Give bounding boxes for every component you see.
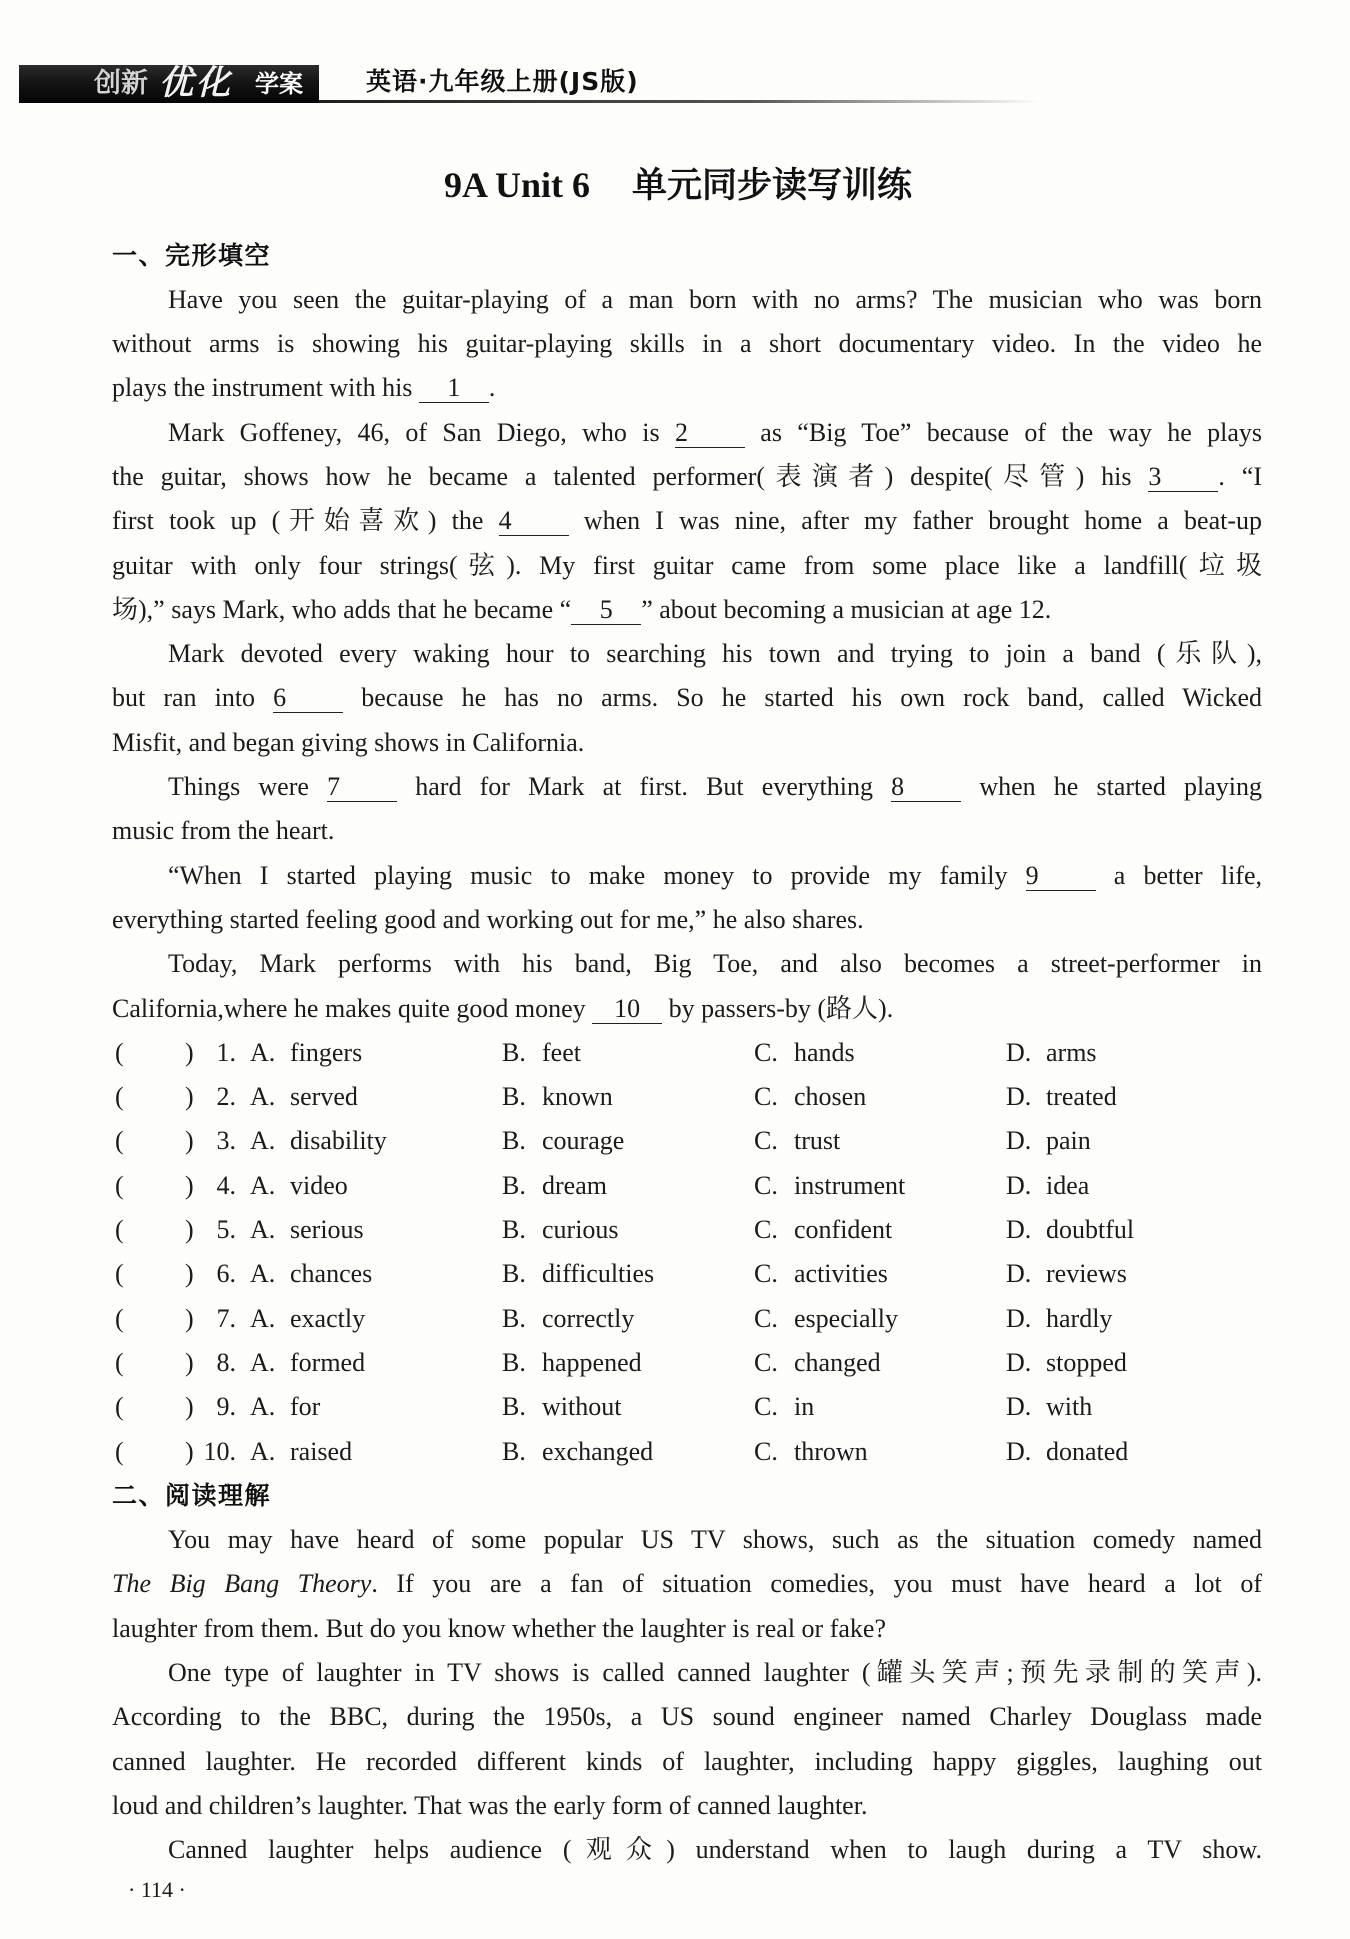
answer-blank: 9: [1026, 862, 1096, 891]
brand-text-2: 优化: [159, 65, 233, 103]
option-letter: C.: [754, 1392, 778, 1422]
option-text: feet: [542, 1037, 581, 1067]
option-text: chosen: [794, 1082, 867, 1112]
option-c: [754, 1252, 888, 1296]
option-text: serious: [290, 1215, 364, 1245]
option-text: formed: [290, 1347, 366, 1377]
option-text: thrown: [794, 1436, 868, 1466]
option-letter: A.: [250, 1436, 276, 1466]
text-segment: According to the BBC, during the 1950s, a US sound engineer named Charley Douglass made: [112, 1702, 1262, 1732]
text-line: [112, 1651, 1262, 1695]
answer-bracket-open: (: [115, 1170, 124, 1200]
option-letter: A.: [250, 1392, 276, 1422]
answer-bracket-open: (: [115, 1259, 124, 1289]
option-letter: C.: [754, 1303, 778, 1333]
brand-text-1: 创新: [94, 68, 148, 99]
question-row: [112, 1252, 1262, 1296]
text-line: [112, 676, 1262, 720]
question-number: 2.: [216, 1082, 236, 1112]
option-letter: B.: [502, 1082, 526, 1112]
text-segment: laughter from them. But do you know whether the laughter is real or fake?: [112, 1613, 886, 1643]
option-d: [1006, 1119, 1091, 1163]
answer-bracket-open: (: [115, 1037, 124, 1067]
question-number: 10.: [203, 1436, 236, 1466]
text-segment: everything started feeling good and working out for me,” he also shares.: [112, 904, 864, 934]
option-a: [250, 1075, 358, 1119]
option-letter: B.: [502, 1436, 526, 1466]
option-b: [502, 1341, 642, 1385]
italic-title: The Big Bang Theory: [112, 1569, 372, 1599]
text-segment: the guitar, shows how he became a talented performer(表演者) despite(尽管) his: [112, 461, 1149, 491]
text-line: [112, 721, 1262, 765]
option-text: dream: [542, 1170, 607, 1200]
answer-bracket-open: (: [115, 1215, 124, 1245]
option-letter: D.: [1006, 1436, 1032, 1466]
option-letter: D.: [1006, 1259, 1032, 1289]
paragraph: [112, 632, 1262, 765]
text-line: [112, 854, 1262, 898]
option-text: correctly: [542, 1303, 635, 1333]
option-letter: B.: [502, 1126, 526, 1156]
option-b: [502, 1031, 581, 1075]
option-text: donated: [1046, 1436, 1129, 1466]
question-row: [112, 1164, 1262, 1208]
option-letter: C.: [754, 1215, 778, 1245]
option-text: happened: [542, 1347, 642, 1377]
answer-blank: 3: [1148, 463, 1218, 492]
option-text: pain: [1046, 1126, 1091, 1156]
option-letter: C.: [754, 1436, 778, 1466]
text-line: [112, 1828, 1262, 1872]
question-row: [112, 1119, 1262, 1163]
option-text: arms: [1046, 1037, 1097, 1067]
option-b: [502, 1119, 624, 1163]
option-text: changed: [794, 1347, 881, 1377]
option-letter: D.: [1006, 1126, 1032, 1156]
option-text: activities: [794, 1259, 888, 1289]
option-a: [250, 1430, 352, 1474]
option-letter: C.: [754, 1082, 778, 1112]
text-line: [112, 809, 1262, 853]
question-number: 6.: [216, 1259, 236, 1289]
option-text: without: [542, 1392, 622, 1422]
text-line: [112, 278, 1262, 322]
option-letter: C.: [754, 1259, 778, 1289]
option-letter: B.: [502, 1259, 526, 1289]
text-segment: .: [488, 373, 496, 403]
option-text: reviews: [1046, 1259, 1127, 1289]
unit-subtitle: 单元同步读写训练: [632, 166, 913, 206]
text-segment: music from the heart.: [112, 816, 335, 846]
option-text: treated: [1046, 1082, 1117, 1112]
option-d: [1006, 1031, 1097, 1075]
paragraph: [112, 411, 1262, 632]
option-a: [250, 1164, 348, 1208]
option-letter: A.: [250, 1082, 276, 1112]
option-b: [502, 1164, 607, 1208]
option-letter: A.: [250, 1170, 276, 1200]
text-line: [112, 765, 1262, 809]
text-line: [112, 942, 1262, 986]
answer-blank: 2: [675, 419, 745, 448]
text-segment: without arms is showing his guitar-playing skills in a short documentary video. In the video he: [112, 329, 1262, 359]
option-text: doubtful: [1046, 1215, 1135, 1245]
answer-bracket-open: (: [115, 1082, 124, 1112]
answer-bracket-open: (: [115, 1436, 124, 1466]
text-line: [112, 322, 1262, 366]
answer-bracket-close: ): [185, 1436, 194, 1466]
question-number: 9.: [216, 1392, 236, 1422]
option-letter: A.: [250, 1259, 276, 1289]
option-letter: C.: [754, 1170, 778, 1200]
option-letter: C.: [754, 1347, 778, 1377]
option-letter: B.: [502, 1170, 526, 1200]
option-letter: C.: [754, 1037, 778, 1067]
question-number: 3.: [216, 1126, 236, 1156]
option-text: stopped: [1046, 1347, 1127, 1377]
text-line: [112, 588, 1262, 632]
text-segment: Mark devoted every waking hour to searching his town and trying to join a band (乐队),: [168, 639, 1262, 669]
option-text: in: [794, 1392, 815, 1422]
paragraph: [112, 942, 1262, 1031]
option-text: exactly: [290, 1303, 366, 1333]
answer-blank: 1: [419, 374, 489, 403]
option-b: [502, 1430, 653, 1474]
option-c: [754, 1075, 866, 1119]
text-segment: Canned laughter helps audience (观众) understand when to laugh during a TV show.: [168, 1835, 1262, 1865]
option-text: curious: [542, 1215, 619, 1245]
option-b: [502, 1385, 621, 1429]
answer-bracket-close: ): [185, 1037, 194, 1067]
text-segment: when I was nine, after my father brought home a beat-up: [568, 506, 1262, 536]
option-d: [1006, 1252, 1127, 1296]
text-segment: ” about becoming a musician at age 12.: [641, 594, 1052, 624]
text-line: [112, 544, 1262, 588]
option-text: disability: [290, 1126, 387, 1156]
question-row: [112, 1208, 1262, 1252]
content-column: [112, 234, 1262, 1873]
paragraph: [112, 1518, 1262, 1651]
answer-bracket-close: ): [185, 1347, 194, 1377]
option-letter: B.: [502, 1037, 526, 1067]
text-segment: California,where he makes quite good money: [112, 993, 593, 1023]
answer-bracket-close: ): [185, 1259, 194, 1289]
option-text: hands: [794, 1037, 855, 1067]
option-c: [754, 1385, 814, 1429]
text-line: [112, 987, 1262, 1031]
answer-blank: 4: [499, 507, 569, 536]
option-b: [502, 1297, 634, 1341]
option-c: [754, 1297, 898, 1341]
option-c: [754, 1341, 881, 1385]
question-row: [112, 1430, 1262, 1474]
text-line: [112, 1695, 1262, 1739]
option-letter: D.: [1006, 1215, 1032, 1245]
text-segment: first took up (开始喜欢) the: [112, 506, 499, 536]
paragraph: [112, 854, 1262, 943]
answer-bracket-close: ): [185, 1126, 194, 1156]
option-d: [1006, 1341, 1127, 1385]
cloze-passage: [112, 278, 1262, 1031]
brand-banner: [19, 65, 319, 103]
section-heading-reading: 二、阅读理解: [112, 1480, 272, 1510]
option-b: [502, 1208, 619, 1252]
text-segment: guitar with only four strings(弦). My first guitar came from some place like a landfill(垃圾: [112, 550, 1262, 580]
question-row: [112, 1075, 1262, 1119]
question-number: 5.: [216, 1215, 236, 1245]
brand-text-3: 学案: [255, 70, 303, 98]
option-a: [250, 1208, 364, 1252]
option-letter: B.: [502, 1392, 526, 1422]
option-text: confident: [794, 1215, 893, 1245]
answer-bracket-close: ): [185, 1170, 194, 1200]
option-letter: D.: [1006, 1170, 1032, 1200]
question-row: [112, 1385, 1262, 1429]
option-a: [250, 1297, 365, 1341]
option-text: for: [290, 1392, 321, 1422]
text-segment: Things were: [168, 772, 328, 802]
option-letter: B.: [502, 1303, 526, 1333]
option-text: exchanged: [542, 1436, 654, 1466]
option-text: fingers: [290, 1037, 363, 1067]
option-a: [250, 1252, 372, 1296]
answer-bracket-open: (: [115, 1126, 124, 1156]
option-text: known: [542, 1082, 613, 1112]
unit-title: 9A Unit 6: [444, 165, 591, 205]
text-segment: but ran into: [112, 683, 274, 713]
option-text: courage: [542, 1126, 625, 1156]
option-text: hardly: [1046, 1303, 1113, 1333]
page-number: · 114 ·: [128, 1877, 186, 1902]
text-segment: canned laughter. He recorded different kinds of laughter, including happy giggles, laughing out: [112, 1746, 1262, 1776]
answer-bracket-open: (: [115, 1347, 124, 1377]
page-title: [444, 163, 912, 207]
header-rule: [319, 100, 1039, 103]
text-line: [112, 411, 1262, 455]
paragraph: [112, 765, 1262, 854]
option-text: trust: [794, 1126, 841, 1156]
text-segment: Mark Goffeney, 46, of San Diego, who is: [168, 417, 675, 447]
option-letter: B.: [502, 1215, 526, 1245]
text-segment: One type of laughter in TV shows is called canned laughter (罐头笑声;预先录制的笑声).: [168, 1658, 1262, 1687]
text-line: [112, 366, 1262, 410]
option-text: chances: [290, 1259, 373, 1289]
option-text: raised: [290, 1436, 353, 1466]
option-text: idea: [1046, 1170, 1090, 1200]
option-c: [754, 1430, 868, 1474]
text-line: [112, 1740, 1262, 1784]
answer-blank: 6: [273, 684, 343, 713]
answer-bracket-close: ): [185, 1082, 194, 1112]
question-number: 7.: [216, 1303, 236, 1333]
option-letter: D.: [1006, 1303, 1032, 1333]
option-letter: C.: [754, 1126, 778, 1156]
option-letter: D.: [1006, 1392, 1032, 1422]
text-segment: “When I started playing music to make money to provide my family: [168, 860, 1026, 890]
option-letter: A.: [250, 1215, 276, 1245]
option-d: [1006, 1208, 1134, 1252]
text-line: [112, 1562, 1262, 1606]
text-segment: . “I: [1218, 461, 1262, 491]
option-d: [1006, 1075, 1117, 1119]
option-text: especially: [794, 1303, 898, 1333]
answer-bracket-open: (: [115, 1392, 124, 1422]
text-segment: hard for Mark at first. But everything: [397, 772, 892, 802]
option-c: [754, 1119, 840, 1163]
answer-bracket-open: (: [115, 1303, 124, 1333]
paragraph: [112, 1828, 1262, 1872]
text-segment: 场),” says Mark, who adds that he became “: [112, 594, 572, 624]
option-letter: A.: [250, 1347, 276, 1377]
option-a: [250, 1341, 365, 1385]
book-subject: 英语·九年级上册(JS版): [366, 67, 639, 96]
question-number: 8.: [216, 1347, 236, 1377]
text-line: [112, 1607, 1262, 1651]
question-number: 4.: [216, 1170, 236, 1200]
cloze-options: [112, 1031, 1262, 1474]
option-letter: A.: [250, 1303, 276, 1333]
text-segment: when he started playing: [961, 772, 1262, 802]
option-letter: D.: [1006, 1037, 1032, 1067]
option-letter: B.: [502, 1347, 526, 1377]
option-b: [502, 1075, 613, 1119]
option-a: [250, 1031, 362, 1075]
text-segment: . If you are a fan of situation comedies, you must have heard a lot of: [371, 1569, 1262, 1599]
option-a: [250, 1119, 387, 1163]
option-d: [1006, 1385, 1092, 1429]
reading-passage: [112, 1518, 1262, 1872]
option-c: [754, 1164, 905, 1208]
option-d: [1006, 1164, 1089, 1208]
answer-blank: 8: [891, 773, 961, 802]
answer-bracket-close: ): [185, 1392, 194, 1422]
question-row: [112, 1031, 1262, 1075]
answer-bracket-close: ): [185, 1303, 194, 1333]
option-letter: A.: [250, 1126, 276, 1156]
text-segment: plays the instrument with his: [112, 373, 419, 403]
option-a: [250, 1385, 320, 1429]
answer-blank: 5: [571, 596, 641, 625]
option-text: difficulties: [542, 1259, 655, 1289]
question-row: [112, 1341, 1262, 1385]
text-line: [112, 455, 1262, 499]
option-letter: A.: [250, 1037, 276, 1067]
option-c: [754, 1208, 892, 1252]
text-segment: a better life,: [1095, 860, 1262, 890]
answer-blank: 7: [327, 773, 397, 802]
text-segment: Have you seen the guitar-playing of a man born with no arms? The musician who was born: [168, 284, 1262, 314]
text-line: [112, 898, 1262, 942]
paragraph: [112, 278, 1262, 411]
text-segment: Today, Mark performs with his band, Big Toe, and also becomes a street-performer in: [168, 949, 1262, 979]
question-number: 1.: [216, 1037, 236, 1067]
text-segment: because he has no arms. So he started his own rock band, called Wicked: [343, 683, 1263, 713]
option-d: [1006, 1430, 1128, 1474]
answer-bracket-close: ): [185, 1215, 194, 1245]
option-c: [754, 1031, 855, 1075]
text-segment: Misfit, and began giving shows in California.: [112, 727, 585, 757]
option-letter: D.: [1006, 1347, 1032, 1377]
question-row: [112, 1297, 1262, 1341]
section-heading-cloze: 一、完形填空: [112, 240, 272, 270]
option-text: served: [290, 1082, 358, 1112]
text-segment: by passers-by (路人).: [662, 993, 894, 1023]
text-segment: as “Big Toe” because of the way he plays: [744, 417, 1262, 447]
answer-blank: 10: [592, 995, 662, 1024]
option-b: [502, 1252, 654, 1296]
text-line: [112, 632, 1262, 676]
text-segment: loud and children’s laughter. That was the early form of canned laughter.: [112, 1790, 868, 1820]
option-text: video: [290, 1170, 348, 1200]
text-line: [112, 1784, 1262, 1828]
option-letter: D.: [1006, 1082, 1032, 1112]
text-line: [112, 1518, 1262, 1562]
option-text: instrument: [794, 1170, 906, 1200]
option-text: with: [1046, 1392, 1093, 1422]
paragraph: [112, 1651, 1262, 1828]
text-line: [112, 499, 1262, 543]
text-segment: You may have heard of some popular US TV shows, such as the situation comedy named: [168, 1525, 1262, 1555]
option-d: [1006, 1297, 1112, 1341]
